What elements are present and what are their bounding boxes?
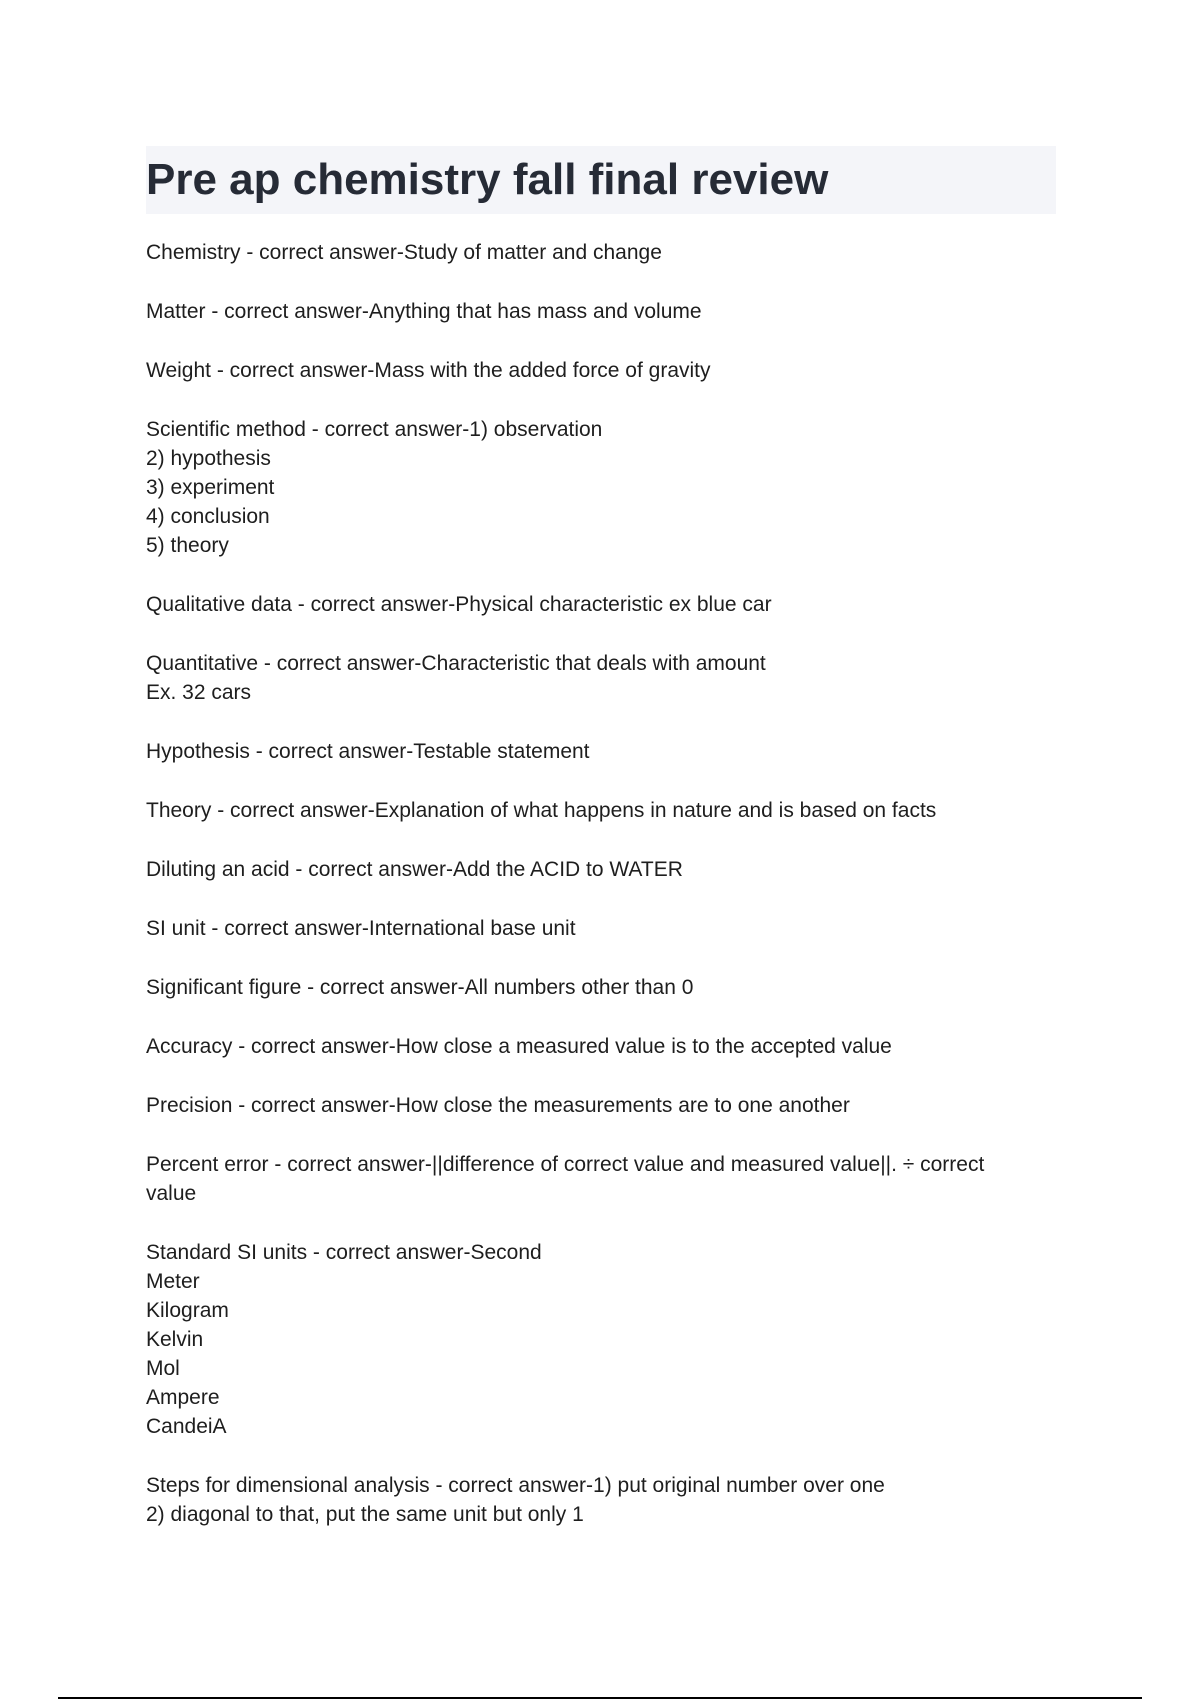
entry-dimensional-analysis: [146, 1471, 1056, 1529]
entry-diluting-acid: [146, 855, 1056, 884]
entry-percent-error: [146, 1150, 1056, 1208]
entry-quantitative: [146, 649, 1056, 707]
entry-precision: [146, 1091, 1056, 1120]
entry-line: Hypothesis - correct answer-Testable statement: [146, 740, 590, 763]
entry-line: 4) conclusion: [146, 505, 270, 528]
entry-line: Ex. 32 cars: [146, 681, 252, 704]
entry-scientific-method: [146, 415, 1056, 560]
entry-accuracy: [146, 1032, 1056, 1061]
entry-line: Diluting an acid - correct answer-Add the ACID to WATER: [146, 858, 683, 881]
title-banner: [146, 146, 1056, 214]
entry-line: Meter: [146, 1270, 200, 1293]
entry-line: Significant figure - correct answer-All numbers other than 0: [146, 976, 694, 999]
entry-line: value: [146, 1182, 197, 1205]
entry-significant-figure: [146, 973, 1056, 1002]
entry-line: Chemistry - correct answer-Study of matter and change: [146, 241, 662, 264]
entry-line: Kelvin: [146, 1328, 204, 1351]
entry-line: Standard SI units - correct answer-Second: [146, 1241, 542, 1264]
page-title: Pre ap chemistry fall final review: [146, 155, 829, 204]
entry-line: Weight - correct answer-Mass with the added force of gravity: [146, 359, 711, 382]
entry-line: Kilogram: [146, 1299, 229, 1322]
entry-line: 2) hypothesis: [146, 447, 271, 470]
footer-divider: [58, 1697, 1142, 1699]
entry-line: Theory - correct answer-Explanation of what happens in nature and is based on facts: [146, 799, 937, 822]
entry-line: SI unit - correct answer-International base unit: [146, 917, 576, 940]
entry-line: CandeiA: [146, 1415, 227, 1438]
entry-line: Steps for dimensional analysis - correct answer-1) put original number over one: [146, 1474, 885, 1497]
entry-line: Precision - correct answer-How close the measurements are to one another: [146, 1094, 850, 1117]
entry-chemistry: [146, 238, 1056, 267]
entry-line: 5) theory: [146, 534, 229, 557]
entry-matter: [146, 297, 1056, 326]
entry-line: 2) diagonal to that, put the same unit but only 1: [146, 1503, 584, 1526]
entry-line: Percent error - correct answer-||difference of correct value and measured value||. ÷ correct: [146, 1153, 985, 1176]
entry-line: 3) experiment: [146, 476, 275, 499]
entry-hypothesis: [146, 737, 1056, 766]
entry-line: Qualitative data - correct answer-Physical characteristic ex blue car: [146, 593, 772, 616]
entry-line: Quantitative - correct answer-Characteristic that deals with amount: [146, 652, 766, 675]
entry-theory: [146, 796, 1056, 825]
review-entries: [146, 238, 1056, 1559]
entry-si-unit: [146, 914, 1056, 943]
entry-weight: [146, 356, 1056, 385]
entry-line: Matter - correct answer-Anything that has mass and volume: [146, 300, 702, 323]
entry-line: Mol: [146, 1357, 180, 1380]
entry-standard-si-units: [146, 1238, 1056, 1441]
entry-line: Scientific method - correct answer-1) observation: [146, 418, 603, 441]
entry-line: Accuracy - correct answer-How close a measured value is to the accepted value: [146, 1035, 892, 1058]
entry-qualitative-data: [146, 590, 1056, 619]
entry-line: Ampere: [146, 1386, 220, 1409]
